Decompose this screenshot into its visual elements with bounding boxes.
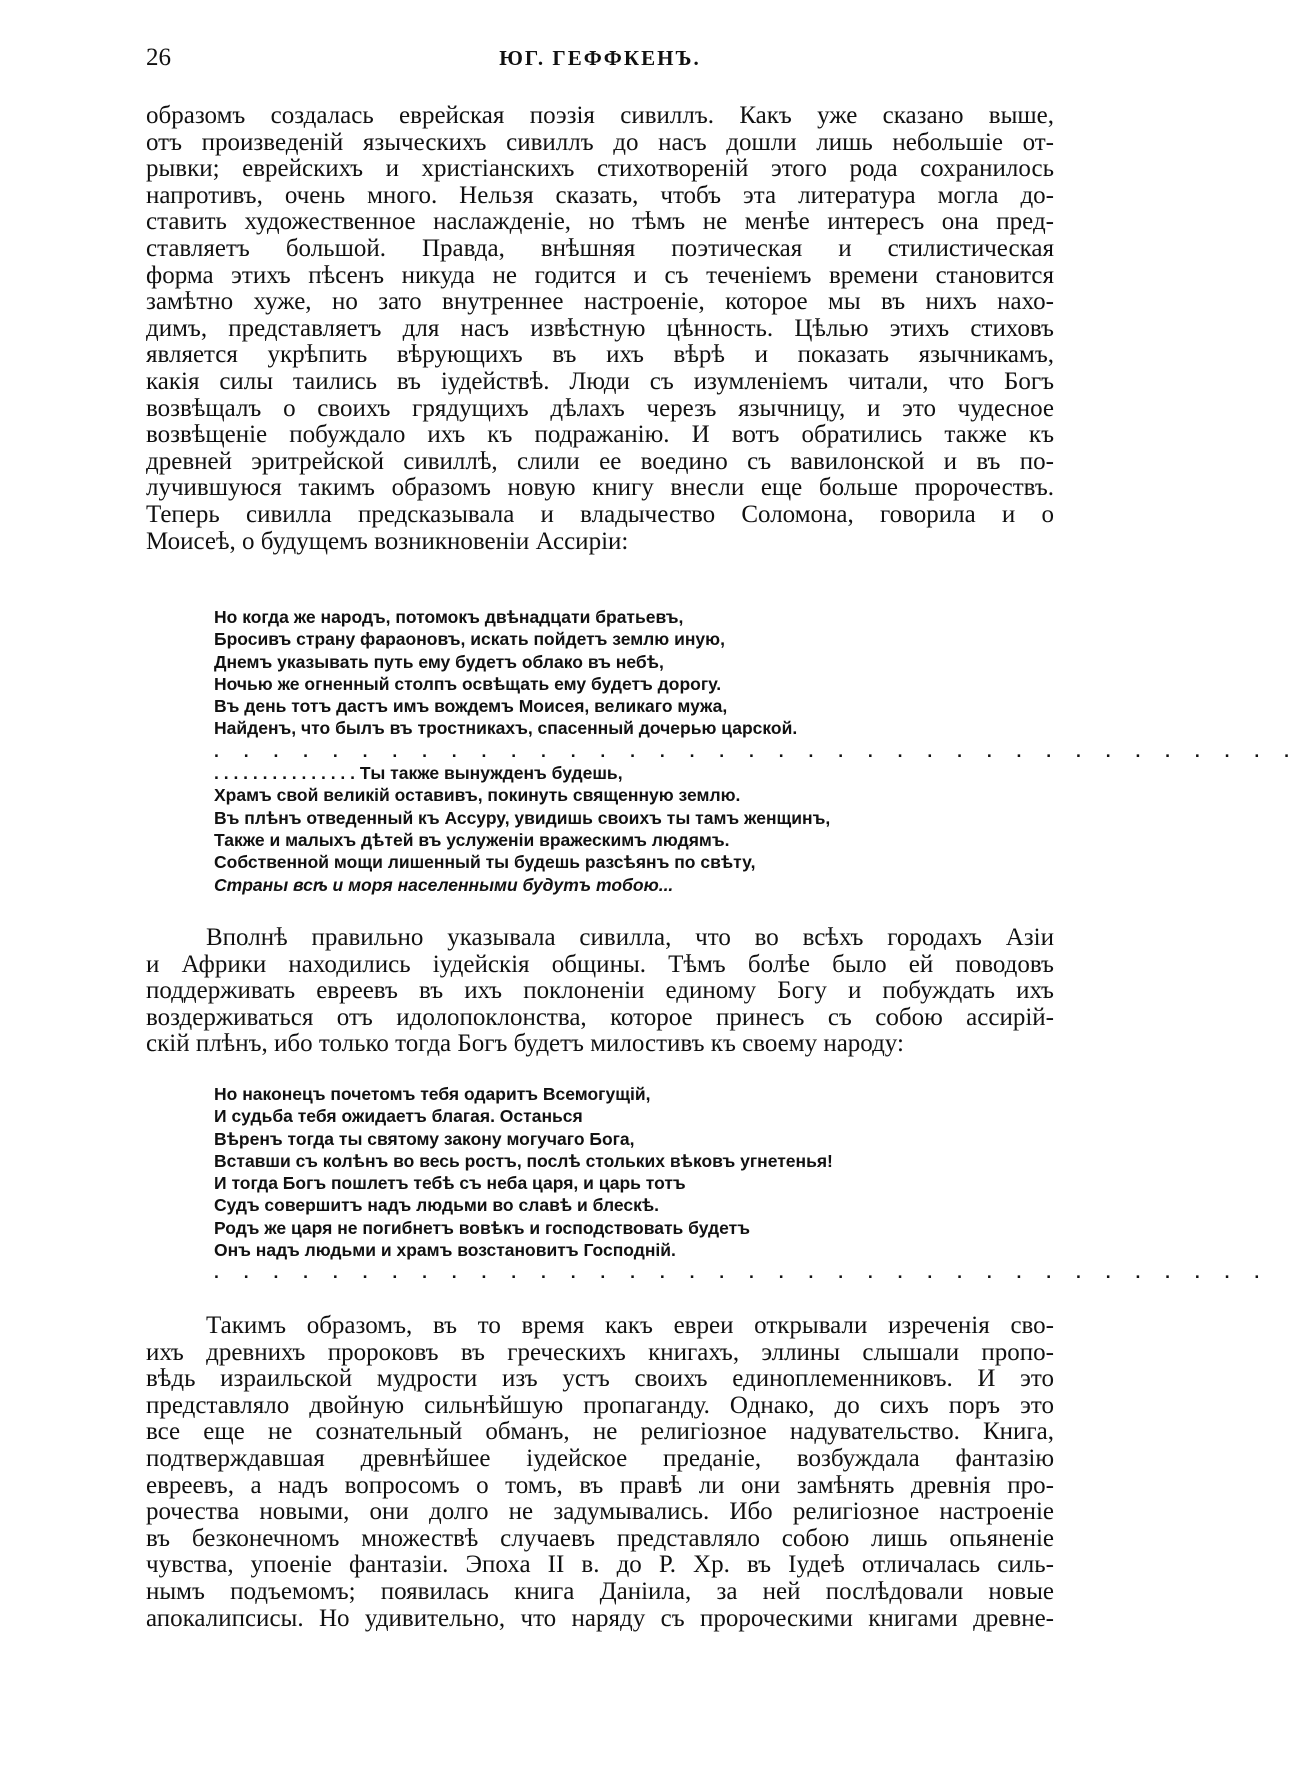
paragraph-1 bbox=[146, 103, 1054, 555]
verse-line: И тогда Богъ пошлетъ тебѣ съ неба царя, и царь тотъ bbox=[214, 1173, 686, 1194]
text-line: возвѣщеніе побуждало ихъ къ подражанію. И вотъ обратились также къ bbox=[146, 421, 1054, 449]
text-line: Вполнѣ правильно указывала сивилла, что во всѣхъ городахъ Азіи bbox=[206, 924, 1054, 951]
text-line: лучившуюся такимъ образомъ новую книгу внесли еще больше пророчествъ. bbox=[146, 474, 1054, 502]
verse-line bbox=[214, 762, 1054, 784]
verse-quote-1 bbox=[214, 606, 1299, 896]
verse-line: Вставши съ колѣнъ во весь ростъ, послѣ стольких вѣковъ угнетенья! bbox=[214, 1150, 833, 1171]
text-line: въ безконечномъ множествѣ случаевъ представляло собою лишь опьяненіе bbox=[146, 1524, 1054, 1552]
text-line: нымъ подъемомъ; появилась книга Даніила, за ней послѣдовали новые bbox=[146, 1577, 1054, 1605]
text-line: скій плѣнъ, ибо только тогда Богъ будетъ милостивъ къ своему народу: bbox=[146, 1030, 904, 1058]
text-line: Моисеѣ, о будущемъ возникновеніи Ассиріи: bbox=[146, 527, 629, 555]
paragraph-3 bbox=[146, 1313, 1054, 1632]
text-line: какія силы таились въ іудействѣ. Люди съ изумленіемъ читали, что Богъ bbox=[146, 367, 1054, 395]
text-line: и Африки находились іудейскія общины. Тѣмъ болѣе было ей поводовъ bbox=[146, 950, 1054, 978]
paragraph-2 bbox=[146, 925, 1054, 1058]
verse-line: Онъ надъ людьми и храмъ возстановитъ Господній. bbox=[214, 1240, 676, 1261]
text-line: чувства, упоеніе фантазіи. Эпоха II в. до Р. Хр. въ Іудеѣ отличалась силь- bbox=[146, 1551, 1054, 1579]
text-line: является укрѣпить вѣрующихъ въ ихъ вѣрѣ и показать язычникамъ, bbox=[146, 341, 1054, 369]
verse-line: Также и малыхъ дѣтей въ услуженіи вражескимъ людямъ. bbox=[214, 829, 730, 850]
text-line: образомъ создалась еврейская поэзія сивиллъ. Какъ уже сказано выше, bbox=[146, 102, 1054, 129]
page-number: 26 bbox=[146, 44, 171, 71]
text-line: отъ произведеній языческихъ сивиллъ до насъ дошли лишь небольшіе от- bbox=[146, 128, 1054, 156]
verse-line: Вѣренъ тогда ты святому закону могучаго Бога, bbox=[214, 1128, 635, 1149]
text-line: воздерживаться отъ идолопоклонства, которое принесъ съ собою ассирій- bbox=[146, 1003, 1054, 1031]
text-line: ставить художественное наслажденіе, но тѣмъ не менѣе интересъ она пред- bbox=[146, 208, 1054, 236]
running-title: ЮГ. ГЕФФКЕНЪ. bbox=[499, 46, 701, 70]
verse-line: Найденъ, что былъ въ тростникахъ, спасенный дочерью царской. bbox=[214, 718, 798, 739]
text-line: древней эритрейской сивиллѣ, слили ее воедино съ вавилонской и въ по- bbox=[146, 447, 1054, 475]
verse-line: Ночью же огненный столпъ освѣщать ему будетъ дорогу. bbox=[214, 673, 722, 694]
lead-dots: . . . . . . . . . . . . . . . bbox=[214, 763, 355, 784]
verse-line: Днемъ указывать путь ему будетъ облако въ небѣ, bbox=[214, 651, 664, 672]
verse-line: Но когда же народъ, потомокъ двѣнадцати братьевъ, bbox=[214, 607, 684, 627]
text-line: ихъ древнихъ пророковъ въ греческихъ книгахъ, эллины слышали пропо- bbox=[146, 1338, 1054, 1366]
text-line: возвѣщалъ о своихъ грядущихъ дѣлахъ черезъ язычницу, и это чудесное bbox=[146, 394, 1054, 422]
text-line: апокалипсисы. Но удивительно, что наряду съ пророческими книгами древне- bbox=[146, 1604, 1054, 1632]
verse-line: Храмъ свой великій оставивъ, покинуть священную землю. bbox=[214, 785, 741, 806]
text-line: рочества новыми, они долго не задумывались. Ибо религіозное настроеніе bbox=[146, 1498, 1054, 1526]
text-line: замѣтно хуже, но зато внутреннее настроеніе, которое мы въ нихъ нахо- bbox=[146, 288, 1054, 316]
text-line: напротивъ, очень много. Нельзя сказать, чтобъ эта литература могла до- bbox=[146, 181, 1054, 209]
ellipsis-row: . . . . . . . . . . . . . . . . . . . . . . . . . . . . . . . . . . . . . bbox=[214, 740, 1299, 761]
text-line: подтверждавшая древнѣйшее іудейское преданіе, возбуждала фантазію bbox=[146, 1444, 1054, 1472]
verse-line: Въ плѣнъ отведенный къ Ассуру, увидишь своихъ ты тамъ женщинъ, bbox=[214, 807, 831, 828]
verse-quote-2 bbox=[214, 1083, 1270, 1284]
lead-text: Ты также вынужденъ будешь, bbox=[359, 763, 623, 784]
text-line: Теперь сивилла предсказывала и владычество Соломона, говорила и о bbox=[146, 500, 1054, 528]
text-line: евреевъ, а надъ вопросомъ о томъ, въ правѣ ли они замѣнять древнія про- bbox=[146, 1471, 1054, 1499]
text-line: поддерживать евреевъ въ ихъ поклоненіи единому Богу и побуждать ихъ bbox=[146, 977, 1054, 1005]
text-line: димъ, представляетъ для насъ извѣстную цѣнность. Цѣлью этихъ стиховъ bbox=[146, 314, 1054, 342]
verse-line: Въ день тотъ дастъ имъ вождемъ Моисея, великаго мужа, bbox=[214, 696, 728, 717]
text-line: все еще не сознательный обманъ, не религіозное надувательство. Книга, bbox=[146, 1418, 1054, 1446]
text-line: рывки; еврейскихъ и христіанскихъ стихотвореній этого рода сохранилось bbox=[146, 155, 1054, 183]
verse-line: И судьба тебя ожидаетъ благая. Останься bbox=[214, 1106, 583, 1127]
text-line: представляло двойную сильнѣйшую пропаганду. Однако, до сихъ поръ это bbox=[146, 1391, 1054, 1419]
text-line: вѣдь израильской мудрости изъ устъ своихъ единоплеменниковъ. И это bbox=[146, 1365, 1054, 1393]
verse-line: Бросивъ страну фараоновъ, искать пойдетъ землю иную, bbox=[214, 629, 725, 650]
text-line: форма этихъ пѣсенъ никуда не годится и съ теченіемъ времени становится bbox=[146, 261, 1054, 289]
text-line: ставляетъ большой. Правда, внѣшняя поэтическая и стилистическая bbox=[146, 234, 1054, 262]
verse-line: Судъ совершитъ надъ людьми во славѣ и блескѣ. bbox=[214, 1195, 660, 1216]
verse-line-italic: Страны всѣ и моря населенными будутъ тобою... bbox=[214, 874, 674, 895]
running-head bbox=[146, 44, 1054, 78]
verse-line: Но наконецъ почетомъ тебя одаритъ Всемогущій, bbox=[214, 1084, 651, 1104]
verse-line: Родъ же царя не погибнетъ вовѣкъ и господствовать будетъ bbox=[214, 1217, 750, 1238]
verse-line: Собственной мощи лишенный ты будешь разсѣянъ по свѣту, bbox=[214, 852, 756, 873]
ellipsis-row: . . . . . . . . . . . . . . . . . . . . . . . . . . . . . . . . . . . . bbox=[214, 1262, 1270, 1283]
text-line: Такимъ образомъ, въ то время какъ евреи открывали изреченія сво- bbox=[206, 1312, 1054, 1339]
